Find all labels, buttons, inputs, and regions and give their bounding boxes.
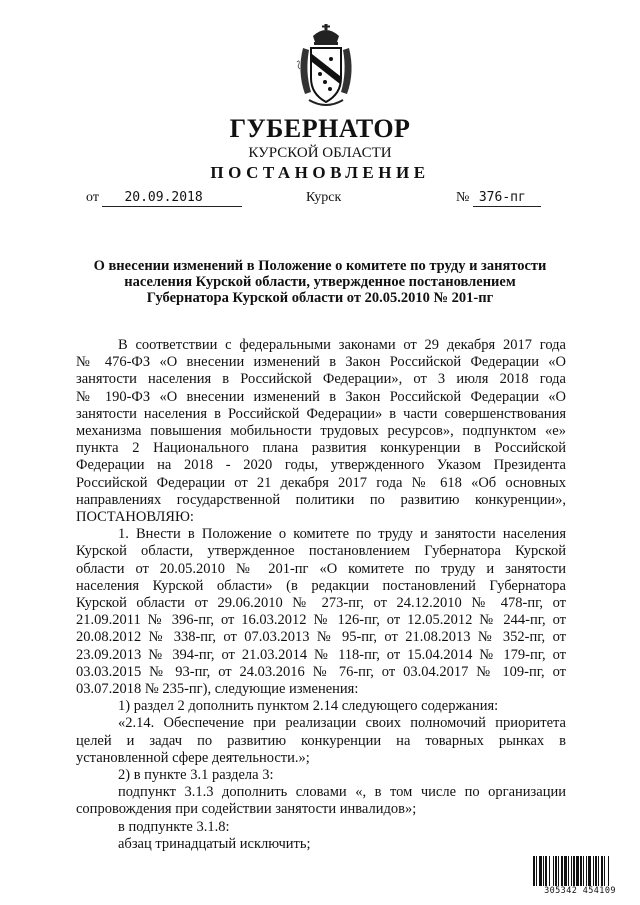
body-line: 1) раздел 2 дополнить пунктом 2.14 следующего содержания: [118,698,499,715]
barcode-bar [536,856,537,886]
body-line: 2) в пункте 3.1 раздела 3: [118,767,274,784]
date-prefix: от [86,190,99,205]
body-line-decree: ПОСТАНОВЛЯЮ: [76,509,194,526]
subject-line: О внесении изменений в Положение о комитете по труду и занятости [93,258,547,274]
barcode-bar [604,856,605,886]
body-line: 20.08.2012 № 338-пг, от 07.03.2013 № 95-пг, от 21.08.2013 № 352-пг, от [76,629,566,646]
document-date [86,190,242,207]
barcode-bar [564,856,567,886]
document-subject [70,258,570,306]
body-line: сопровождения при содействии занятости инвалидов»; [76,801,417,818]
barcode-bar [601,856,603,886]
date-value: 20.09.2018 [102,190,242,207]
barcode-bar [593,856,594,886]
barcode-bar [539,856,542,886]
barcode-number: 305342 454109 [544,886,616,896]
barcode-bar [571,856,572,886]
barcode-bar [576,856,579,886]
body-line: области от 20.05.2010 № 201-пг «О комитете по труду и занятости [76,560,566,577]
barcode-bar [608,856,609,886]
document-body [76,337,566,853]
body-line: 1. Внести в Положение о комитете по труду и занятости населения [118,526,566,543]
document-type: ПОСТАНОВЛЕНИЕ [210,163,430,182]
body-line: подпункт 3.1.3 дополнить словами «, в том числе по организации [118,784,566,801]
barcode-bar [595,856,597,886]
issuer-title: ГУБЕРНАТОР [229,114,411,143]
coat-of-arms-emblem [291,22,361,112]
body-line: занятости населения в Российской Федерации», от 3 июля 2018 года [76,371,566,388]
number-prefix: № [456,190,470,205]
body-line: в подпункте 3.1.8: [118,818,230,835]
barcode [532,856,628,886]
barcode-bar [553,856,554,886]
subject-line: населения Курской области, утвержденное постановлением [124,274,516,290]
barcode-bar [558,856,559,886]
barcode-bar [588,856,591,886]
barcode-bar [545,856,547,886]
quote-line: целей и задач по развитию конкуренции на товарных рынках в [76,732,566,749]
barcode-bar [549,856,550,886]
body-line: 21.09.2011 № 396-пг, от 16.03.2012 № 126-пг, от 12.05.2012 № 244-пг, от [76,612,566,629]
body-line: В соответствии с федеральными законами от 29 декабря 2017 года [118,337,566,353]
body-line: пункта 2 Национального плана развития конкуренции в Российской [76,440,566,457]
body-line: № 190-ФЗ «О внесении изменений в Закон Российской Федерации «О [76,388,566,405]
quote-line: установленной сфере деятельности.»; [76,749,310,766]
body-line: абзац тринадцатый исключить; [118,835,311,852]
body-line: Российской Федерации от 21 декабря 2017 года № 618 «Об основных [76,474,566,491]
body-line: Федерации на 2018 - 2020 годы, утвержденного Указом Президента [76,457,566,474]
barcode-bar [573,856,575,886]
body-line: 23.09.2013 № 394-пг, от 21.03.2014 № 118-пг, от 15.04.2014 № 179-пг, от [76,646,566,663]
number-value: 376-пг [473,190,541,207]
barcode-bar [555,856,557,886]
body-line: Курской области от 29.06.2010 № 273-пг, от 24.12.2010 № 478-пг, от [76,595,566,612]
issuer-region: КУРСКОЙ ОБЛАСТИ [248,145,392,161]
barcode-bar [561,856,563,886]
barcode-bar [598,856,599,886]
quote-line: «2.14. Обеспечение при реализации своих полномочий приоритета [118,715,566,732]
barcode-bar [580,856,582,886]
document-number [456,190,541,207]
body-line: механизма повышения мобильности трудовых ресурсов», подпунктом «е» [76,423,566,440]
barcode-bar [583,856,584,886]
barcode-bar [568,856,569,886]
body-line: Курской области, утвержденное постановлением Губернатора Курской [76,543,566,560]
barcode-bar [543,856,544,886]
body-line: № 476-ФЗ «О внесении изменений в Закон Российской Федерации «О [76,354,566,371]
barcode-bar [533,856,535,886]
body-line: 03.03.2015 № 93-пг, от 24.03.2016 № 76-пг, от 03.04.2017 № 109-пг, от [76,663,566,680]
body-line: занятости населения в Российской Федерации» в части совершенствования [76,405,566,422]
barcode-bar [586,856,587,886]
body-line: 03.07.2018 № 235-пг), следующие изменения: [76,681,359,698]
body-line: направлениях государственной политики по развитию конкуренции», [76,491,566,508]
body-line: населения Курской области» (в редакции постановлений Губернатора [76,577,566,594]
subject-line: Губернатора Курской области от 20.05.2010 № 201-пг [146,290,494,306]
document-city: Курск [306,190,342,205]
